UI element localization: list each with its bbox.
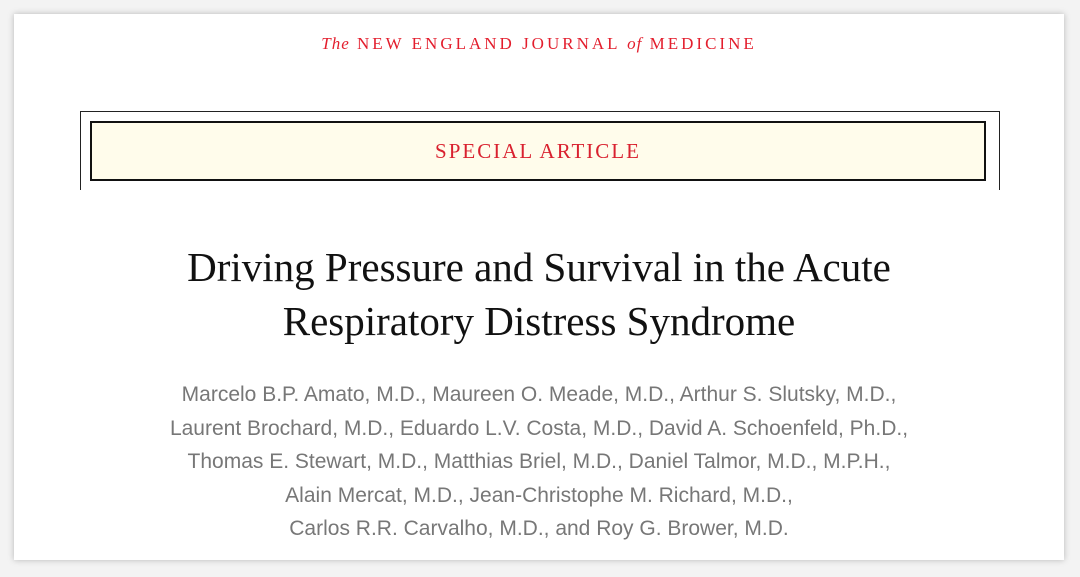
article-title (14, 240, 1064, 348)
article-page (14, 14, 1064, 560)
author-line: Carlos R.R. Carvalho, M.D., and Roy G. Brower, M.D. (289, 517, 789, 540)
article-type-label: SPECIAL ARTICLE (435, 139, 641, 163)
author-line: Alain Mercat, M.D., Jean-Christophe M. Richard, M.D., (285, 483, 793, 507)
title-line-2: Respiratory Distress Syndrome (282, 298, 796, 344)
author-line: Thomas E. Stewart, M.D., Matthias Briel, M.D., Daniel Talmor, M.D., M.P.H., (187, 450, 891, 473)
masthead-name-part2: MEDICINE (649, 34, 757, 53)
journal-masthead (14, 34, 1064, 54)
author-list (14, 378, 1064, 546)
masthead-of: of (627, 34, 643, 53)
author-line: Marcelo B.P. Amato, M.D., Maureen O. Meade, M.D., Arthur S. Slutsky, M.D., (181, 383, 897, 406)
masthead-name-part1: NEW ENGLAND JOURNAL (357, 34, 620, 53)
author-line: Laurent Brochard, M.D., Eduardo L.V. Costa, M.D., David A. Schoenfeld, Ph.D., (169, 416, 909, 440)
article-type-banner (90, 121, 986, 181)
title-line-1: Driving Pressure and Survival in the Acute (187, 244, 891, 290)
masthead-the: The (321, 34, 350, 53)
